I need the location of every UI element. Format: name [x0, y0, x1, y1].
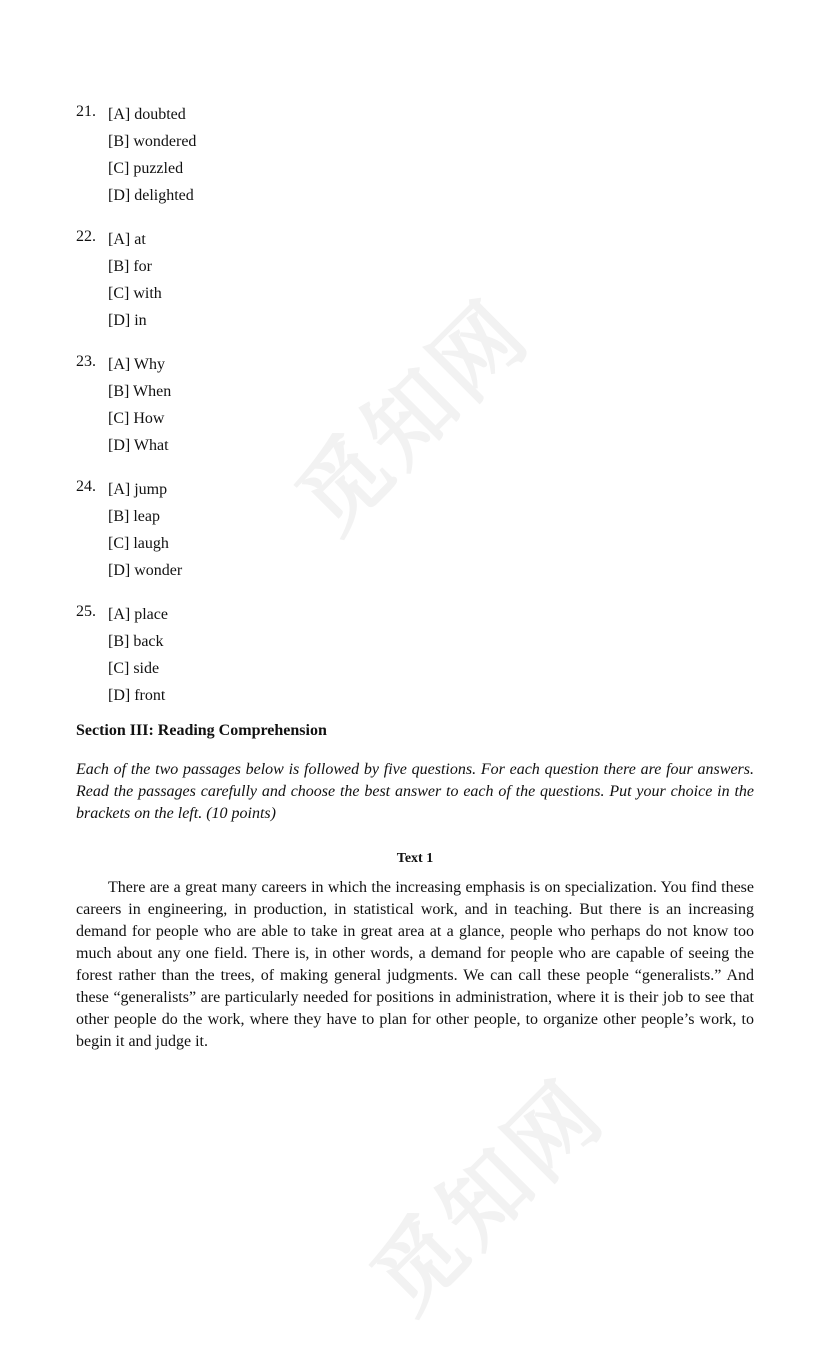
option-c: [C] puzzled: [108, 160, 184, 177]
option-list: [108, 601, 168, 709]
option-d: [D] What: [108, 437, 169, 454]
option-a: [A] place: [108, 606, 168, 623]
option-b: [B] back: [108, 633, 164, 650]
question-24: [76, 476, 776, 601]
option-a: [A] Why: [108, 356, 166, 373]
passage-title: Text 1: [396, 851, 434, 866]
watermark-bottom: 觅知网: [352, 1059, 625, 1333]
option-a: [A] at: [108, 231, 146, 248]
option-c: [C] with: [108, 285, 162, 302]
option-c: [C] side: [108, 660, 160, 677]
question-number: 24.: [76, 478, 96, 495]
watermark: 觅知网: [277, 279, 550, 553]
option-a: [A] doubted: [108, 106, 186, 123]
option-b: [B] When: [108, 383, 172, 400]
option-d: [D] wonder: [108, 562, 183, 579]
option-c: [C] laugh: [108, 535, 169, 552]
option-d: [D] in: [108, 312, 147, 329]
option-list: [108, 351, 171, 459]
option-list: [108, 101, 196, 209]
question-number: 21.: [76, 103, 96, 120]
passage-paragraph: There are a great many careers in which the increasing emphasis is on specialization. You find these careers in engineering, in production, in statistical work, and in teaching. But there is an increasing demand for people who are able to take in great area at a glance, people who perhaps do not know too much about any one field. There is, in other words, a demand for people who are capable of seeing the forest rather than the trees, of making general judgments. We can call these people “generalists.” And these “generalists” are particularly needed for positions in administration, where it is their job to see that other people do the work, where they have to plan for other people, to organize other people’s work, to begin it and judge it.: [76, 879, 754, 1050]
option-a: [A] jump: [108, 481, 168, 498]
option-b: [B] wondered: [108, 133, 197, 150]
question-number: 22.: [76, 228, 96, 245]
question-number: 25.: [76, 603, 96, 620]
question-23: [76, 351, 776, 476]
section-instructions: Each of the two passages below is followed by five questions. For each question there are four answers. Read the passages carefully and choose the best answer to each of the questions. Put your choice in the brackets on the left. (10 points): [76, 761, 754, 822]
option-b: [B] leap: [108, 508, 160, 525]
section-title: Section III: Reading Comprehension: [76, 722, 327, 739]
option-d: [D] delighted: [108, 187, 194, 204]
question-25: [76, 601, 776, 726]
option-b: [B] for: [108, 258, 152, 275]
option-list: [108, 476, 182, 584]
option-c: [C] How: [108, 410, 165, 427]
question-22: [76, 226, 776, 351]
option-list: [108, 226, 162, 334]
question-21: [76, 101, 776, 226]
question-list: [76, 101, 776, 726]
option-d: [D] front: [108, 687, 166, 704]
question-number: 23.: [76, 353, 96, 370]
